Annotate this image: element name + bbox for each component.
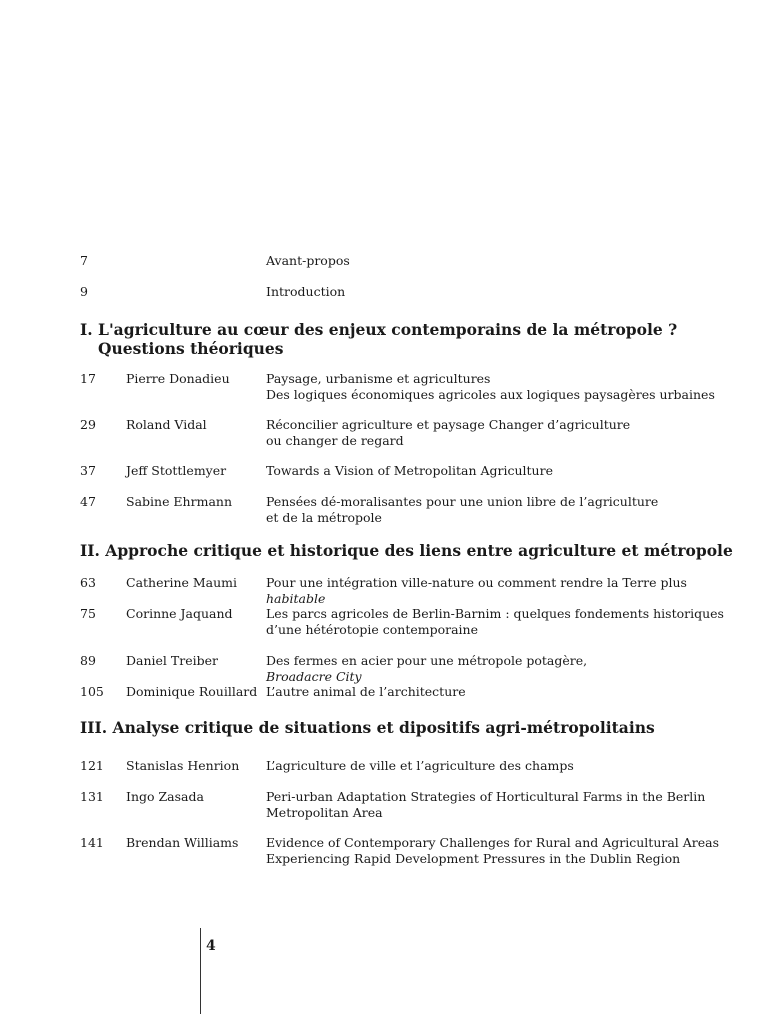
toc-page-number: 7 (80, 253, 88, 268)
toc-title: Avant-propos (266, 253, 350, 268)
toc-author: Pierre Donadieu (126, 371, 230, 386)
toc-title: Paysage, urbanisme et agricultures Des logiques économiques agricoles aux logiques paysagères urbaines (266, 371, 715, 402)
toc-author: Sabine Ehrmann (126, 494, 232, 509)
section-heading-1: I. L'agriculture au cœur des enjeux contemporains de la métropole ? Questions théoriques (80, 320, 678, 358)
toc-author: Dominique Rouillard (126, 684, 258, 699)
toc-title: Des fermes en acier pour une métropole potagère, Broadacre City (266, 653, 588, 684)
toc-author: Jeff Stottlemyer (126, 463, 227, 478)
toc-page-number: 121 (80, 758, 104, 773)
toc-page-number: 17 (80, 371, 96, 386)
toc-author: Daniel Treiber (126, 653, 218, 668)
toc-title: L’agriculture de ville et l’agriculture des champs (266, 758, 574, 773)
toc-title: Pour une intégration ville-nature ou comment rendre la Terre plus habitable (266, 575, 687, 606)
toc-page-number: 47 (80, 494, 96, 509)
toc-page-number: 63 (80, 575, 96, 590)
toc-page-number: 89 (80, 653, 96, 668)
footer-divider (200, 928, 201, 1014)
toc-page-number: 105 (80, 684, 104, 699)
toc-author: Brendan Williams (126, 835, 239, 850)
toc-title: Towards a Vision of Metropolitan Agriculture (266, 463, 553, 478)
toc-title: L’autre animal de l’architecture (266, 684, 466, 699)
toc-title: Evidence of Contemporary Challenges for Rural and Agricultural Areas Experiencing Rapid Development Pressures in the Dublin Region (266, 835, 720, 866)
toc-title: Peri-urban Adaptation Strategies of Horticultural Farms in the Berlin Metropolitan Area (266, 789, 706, 820)
toc-page-number: 37 (80, 463, 96, 478)
toc-author: Stanislas Henrion (126, 758, 240, 773)
toc-author: Ingo Zasada (126, 789, 204, 804)
toc-title: Introduction (266, 284, 346, 299)
toc-page-number: 29 (80, 417, 96, 432)
toc-author: Corinne Jaquand (126, 606, 233, 621)
toc-page-number: 75 (80, 606, 96, 621)
toc-page-number: 141 (80, 835, 104, 850)
section-heading-2: II. Approche critique et historique des liens entre agriculture et métropole (80, 541, 733, 560)
toc-title: Réconcilier agriculture et paysage Changer d’agriculture ou changer de regard (266, 417, 631, 448)
section-heading-3: III. Analyse critique de situations et dipositifs agri-métropolitains (80, 718, 655, 737)
toc-page-number: 9 (80, 284, 88, 299)
toc-page-number: 131 (80, 789, 104, 804)
page-number: 4 (206, 938, 216, 954)
toc-title: Les parcs agricoles de Berlin-Barnim : quelques fondements historiques d’une hétérotopie contemporaine (266, 606, 724, 637)
toc-author: Catherine Maumi (126, 575, 238, 590)
toc-author: Roland Vidal (126, 417, 207, 432)
toc-title: Pensées dé-moralisantes pour une union libre de l’agriculture et de la métropole (266, 494, 659, 525)
